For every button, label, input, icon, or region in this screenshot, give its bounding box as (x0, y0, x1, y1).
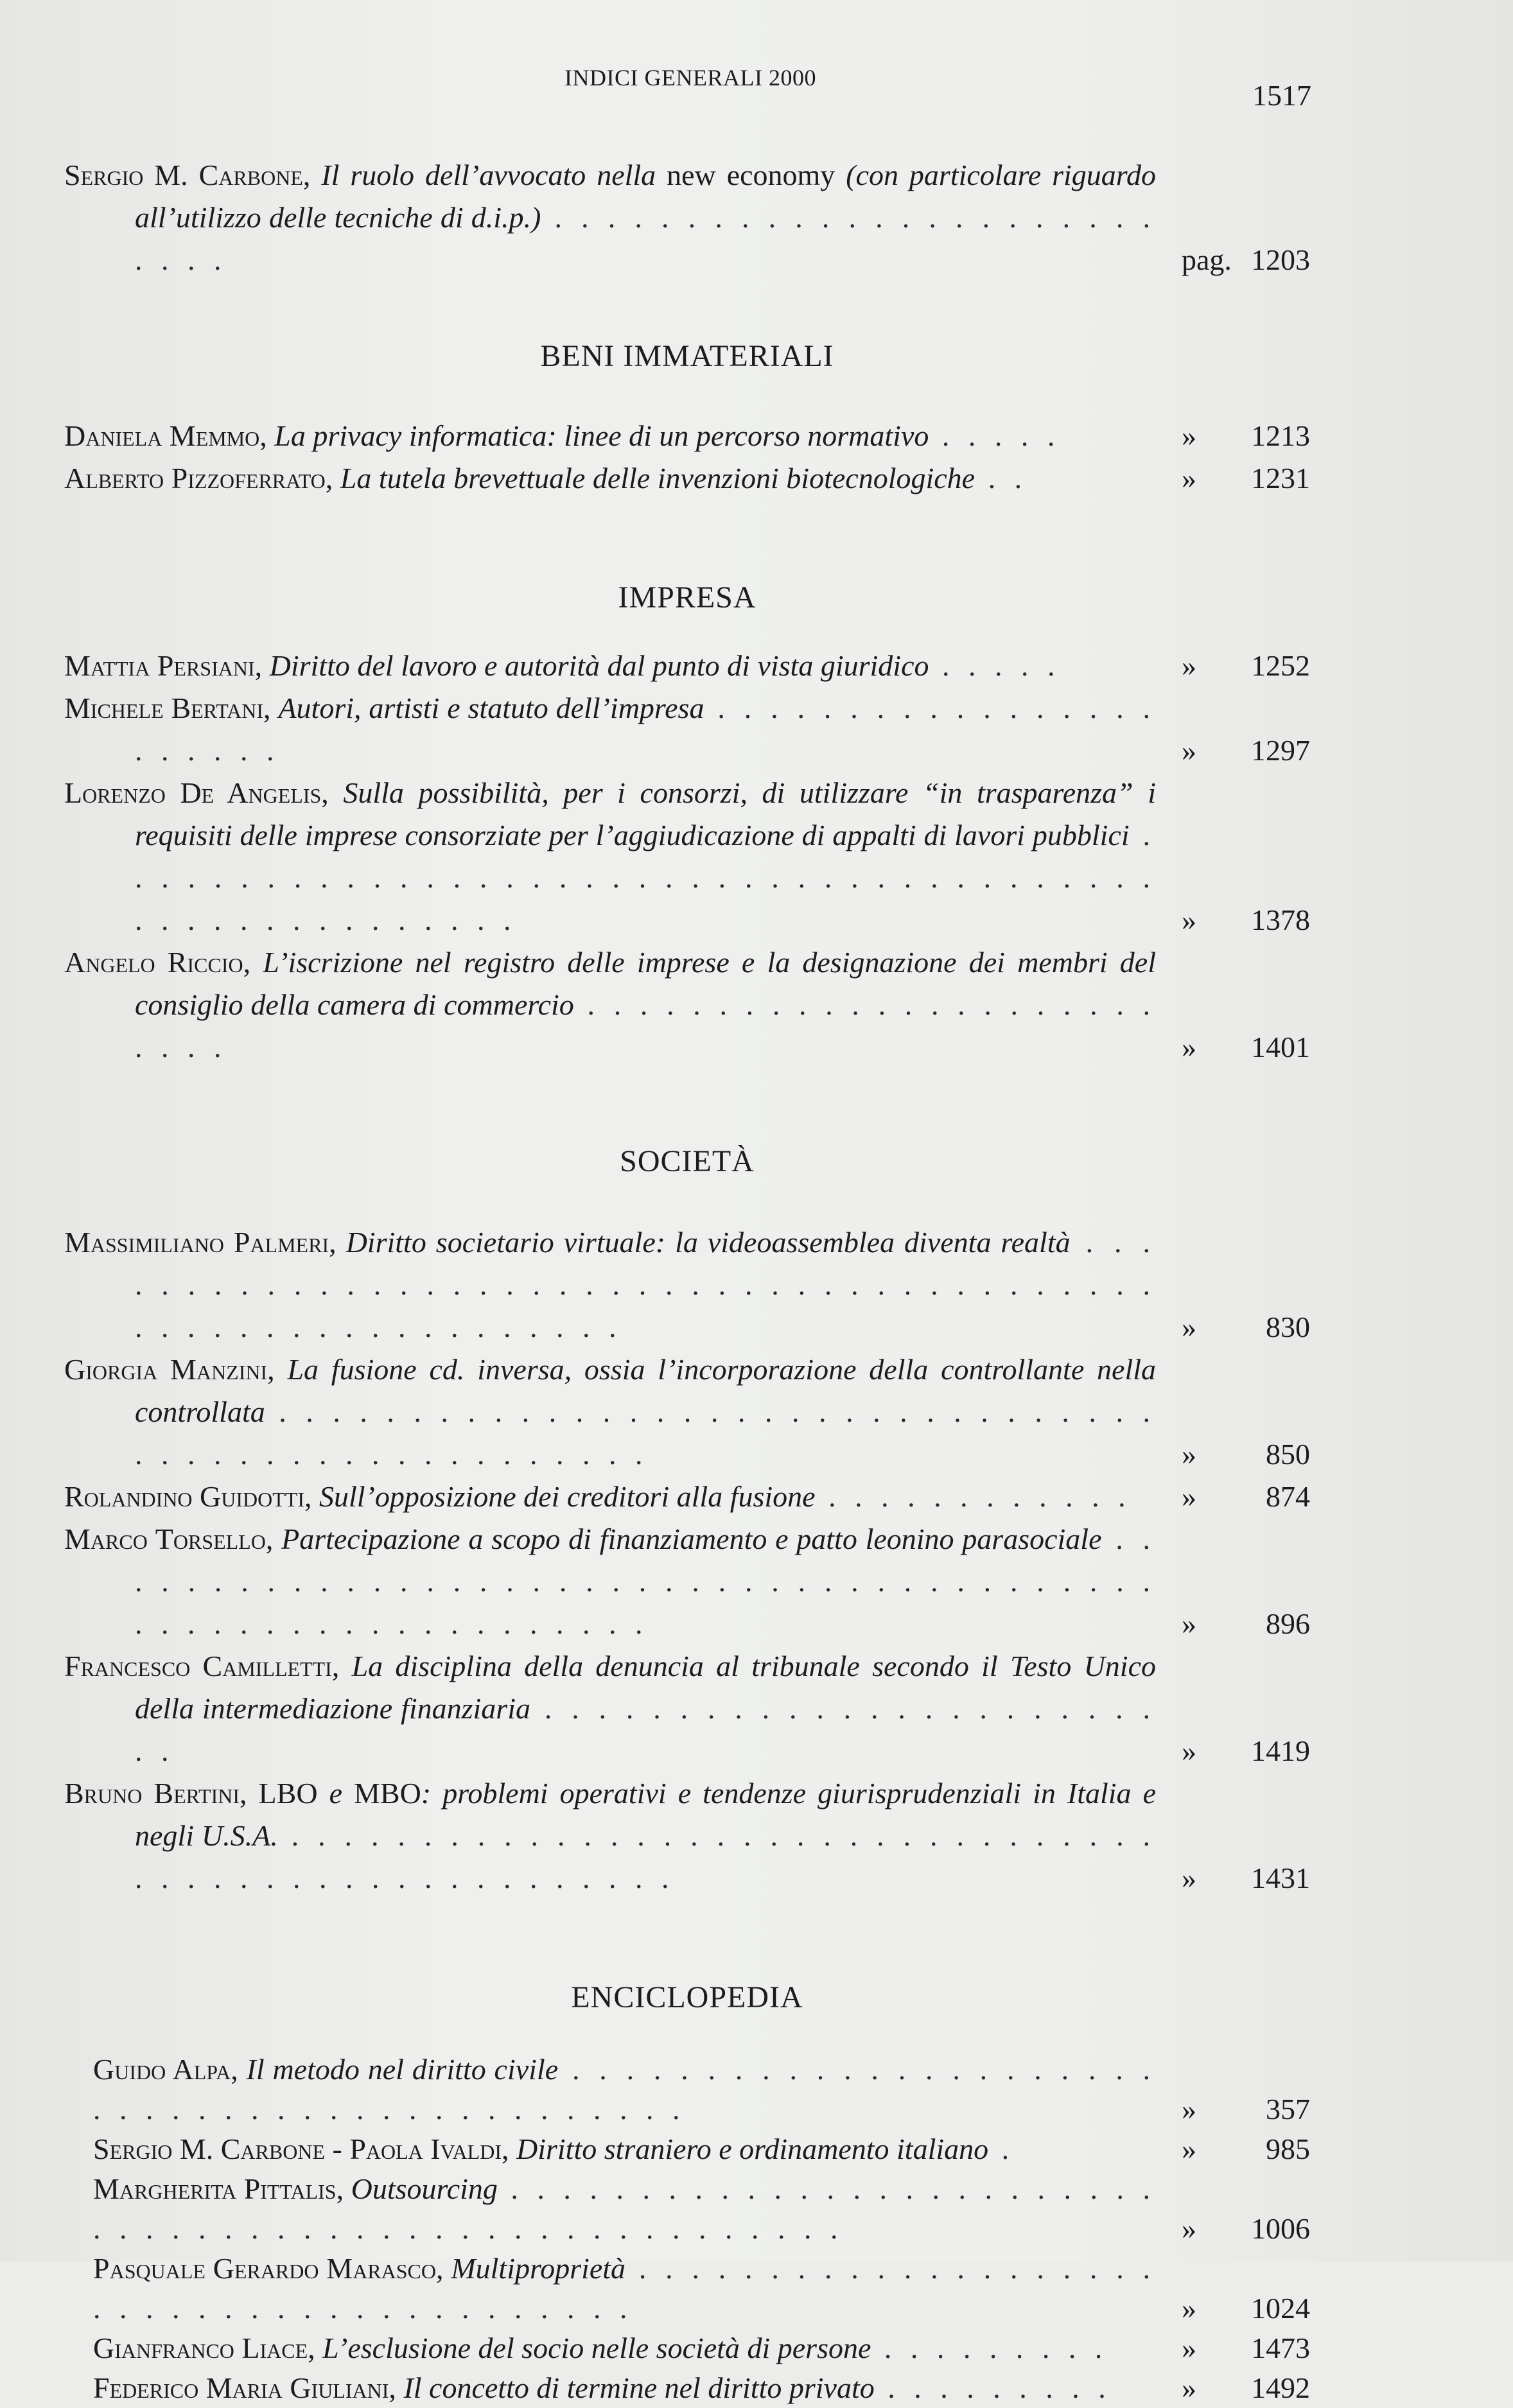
entry-title: L’iscrizione nel registro delle imprese e la designazione dei membri del consiglio della camera di commercio (135, 946, 1156, 1021)
entry-author: Bruno Bertini, (64, 1777, 247, 1810)
page-ref-number: 830 (1266, 1311, 1310, 1343)
entry-title: LBO e MBO: problemi operativi e tendenze giurisprudenziali in Italia e negli U.S.A. (135, 1777, 1156, 1852)
entry-author: Marco Torsello, (64, 1522, 274, 1555)
dot-leader: . . . . . . . . . . . . . . . . . . . . . . . . . . . . . . . . . . . . . . . . . . . . . . . . . . . . . . . (135, 819, 1156, 936)
page-marker: » (1182, 2133, 1196, 2165)
page-marker: » (1182, 1862, 1196, 1894)
page-ref-number: 1297 (1251, 734, 1310, 767)
toc-entry (64, 1772, 1310, 1899)
page-marker: » (1182, 419, 1196, 452)
page-marker: » (1182, 462, 1196, 494)
entry-page-ref (1156, 2289, 1310, 2328)
dot-leader: . . . . . . . . . . . . . . . . . . . . . . . . . . . . . . . . . . . . . . . . . . . . . . . . . . . . . (135, 1395, 1156, 1470)
page-marker: » (1182, 1031, 1196, 1063)
entry-title: Sull’opposizione dei creditori alla fusione (319, 1480, 816, 1513)
toc-entry (64, 415, 1310, 457)
entry-author: Massimiliano Palmeri, (64, 1226, 337, 1259)
toc-entry (64, 2050, 1310, 2129)
toc-entry (64, 772, 1310, 941)
entry-page-ref (1156, 1730, 1310, 1772)
entry-title: Il metodo nel diritto civile (246, 2053, 559, 2086)
entry-page-ref (1156, 1306, 1310, 1348)
entry-page-ref (1156, 415, 1310, 457)
entry-title: La fusione cd. inversa, ossia l’incorporazione della controllante nella controllata (135, 1353, 1157, 1428)
entry-title: Outsourcing (351, 2172, 498, 2205)
dot-leader: . . . . . . . . . . . . . . . . . . . . . . . . . (135, 1692, 1157, 1767)
page-ref-number: 357 (1266, 2093, 1310, 2125)
page-marker: » (1182, 1311, 1196, 1343)
entry-author: Gianfranco Liace, (93, 2332, 315, 2364)
dot-leader: . . . . . . . . . . . . . . . . . . . . . . . . . . . . . . . . . . . . . . . . . . . . . . . . . . . . . . (93, 2172, 1157, 2245)
entry-author: Lorenzo De Angelis, (64, 776, 329, 809)
dot-leader: . . . . . . . . . (871, 2332, 1108, 2364)
entry-title: La disciplina della denuncia al tribunale secondo il Testo Unico della intermediazione finanziaria (135, 1650, 1157, 1725)
toc-entry (64, 1348, 1310, 1476)
section-heading-societa: SOCIETÀ (620, 1144, 755, 1178)
page-marker: » (1182, 2093, 1196, 2125)
entry-author: Alberto Pizzoferrato, (64, 462, 333, 494)
entry-author: Sergio M. Carbone, (64, 159, 311, 191)
entry-title: La tutela brevettuale delle invenzioni biotecnologiche (340, 462, 975, 494)
entry-page-ref (1156, 457, 1310, 500)
entry-author: Rolandino Guidotti, (64, 1480, 312, 1513)
dot-leader: . . . . . (929, 419, 1061, 452)
dot-leader: . . . . . . . . . . . . . . . . . . . . . . . . . . . . . . . . . . . . . . . . . . . . . . . . . . . . . . . . . . . . . (135, 1226, 1157, 1343)
entry-title: Il concetto di termine nel diritto privato (403, 2371, 875, 2404)
toc-entry (64, 1518, 1310, 1645)
entry-author: Francesco Camilletti, (64, 1650, 340, 1682)
toc-entry (64, 2328, 1310, 2368)
entry-page-ref (1156, 899, 1310, 941)
page-marker: » (1182, 2332, 1196, 2364)
entry-title: Diritto del lavoro e autorità dal punto di vista giuridico (269, 649, 929, 682)
dot-leader: . . . . . . . . . (874, 2371, 1112, 2404)
enciclopedia-list (64, 2050, 1310, 2408)
toc-entry (64, 1221, 1310, 1348)
page-ref-number: 1213 (1251, 419, 1310, 452)
entry-title: Diritto societario virtuale: la videoassemblea diventa realtà (345, 1226, 1071, 1259)
page-ref-number: 1431 (1251, 1862, 1310, 1894)
entry-author: Giorgia Manzini, (64, 1353, 275, 1386)
page-ref-number: 874 (1266, 1480, 1310, 1513)
dot-leader: . (988, 2133, 1015, 2165)
entry-title: Multiproprietà (451, 2252, 626, 2285)
page-ref-number: 896 (1266, 1607, 1310, 1640)
entry-page-ref (1156, 2129, 1310, 2169)
section-heading-impresa: IMPRESA (618, 580, 756, 615)
toc-entry (64, 1476, 1310, 1518)
page-ref-number: 985 (1266, 2133, 1310, 2165)
entry-author: Mattia Persiani, (64, 649, 263, 682)
dot-leader: . . . . . . . . . . . . . . . . . . . . . . . . . . . (135, 201, 1157, 276)
entry-title: Partecipazione a scopo di finanziamento e patto leonino parasociale (281, 1522, 1102, 1555)
page-ref-number: 1473 (1251, 2332, 1310, 2364)
dot-leader: . . . . . . . . . . . . . . . . . . . . . . . . . . . . . . . . . . . . . . . . . . . . . (93, 2053, 1157, 2125)
toc-entry (64, 457, 1310, 500)
page-ref-number: 1231 (1251, 462, 1310, 494)
entry-author: Sergio M. Carbone - Paola Ivaldi, (93, 2133, 509, 2165)
page-marker: » (1182, 649, 1196, 682)
entry-author: Michele Bertani, (64, 692, 271, 724)
section-heading-beni-immateriali: BENI IMMATERIALI (540, 339, 834, 373)
entry-page-ref (1156, 1857, 1310, 1899)
dot-leader: . . . . . . . . . . . . . . . . . . . . . . . (135, 692, 1157, 767)
entry-title: Diritto straniero e ordinamento italiano (516, 2133, 989, 2165)
dot-leader: . . . . . . . . . . . . . . . . . . . . . . . . . . . . . . . . . . . . . . . . . . . . . . . . . . . . . . (135, 1819, 1157, 1894)
entry-page-ref (1156, 2368, 1310, 2408)
page-marker: » (1182, 1438, 1196, 1470)
entry-author: Guido Alpa, (93, 2053, 238, 2086)
page-ref-number: 1401 (1251, 1031, 1310, 1063)
toc-entry (64, 154, 1310, 281)
entry-page-ref (1156, 1433, 1310, 1476)
page-ref-number: 1024 (1251, 2292, 1310, 2325)
page-marker: » (1182, 903, 1196, 936)
entry-author: Daniela Memmo, (64, 419, 267, 452)
section-heading-enciclopedia: ENCICLOPEDIA (571, 1980, 803, 2014)
entry-title: Il ruolo dell’avvocato nella new economy (con particolare riguardo all’utilizzo delle tecniche di d.i.p.) (135, 159, 1156, 234)
page-ref-number: 1378 (1251, 903, 1310, 936)
entry-author: Pasquale Gerardo Marasco, (93, 2252, 444, 2285)
page-marker: » (1182, 2292, 1196, 2325)
page-ref-number: 1419 (1251, 1734, 1310, 1767)
dot-leader: . . . . . . . . . . . . . . . . . . . . . . . . . . (135, 988, 1157, 1063)
dot-leader: . . . . . . . . . . . . (815, 1480, 1132, 1513)
dot-leader: . . . . . . . . . . . . . . . . . . . . . . . . . . . . . . . . . . . . . . . . . (93, 2252, 1157, 2325)
page-ref-number: 1252 (1251, 649, 1310, 682)
dot-leader: . . . . . . . . . . . . . . . . . . . . . . . . . . . . . . . . . . . . . . . . . . . . . . . . . . . . . . . . . . . . . (135, 1522, 1157, 1640)
entry-title: L’esclusione del socio nelle società di persone (322, 2332, 871, 2364)
entry-title: Autori, artisti e statuto dell’impresa (278, 692, 704, 724)
entry-page-ref (1156, 729, 1310, 772)
toc-entry (64, 941, 1310, 1069)
entry-author: Federico Maria Giuliani, (93, 2371, 396, 2404)
page-marker: » (1182, 1480, 1196, 1513)
entry-page-ref (1156, 2209, 1310, 2249)
entry-page-ref (1156, 1026, 1310, 1069)
page-marker: » (1182, 2371, 1196, 2404)
page-number: 1517 (1252, 79, 1311, 112)
toc-entry (64, 2368, 1310, 2408)
entry-page-ref (1156, 239, 1310, 281)
entry-page-ref (1156, 2090, 1310, 2129)
toc-entry (64, 645, 1310, 687)
entry-page-ref (1156, 1476, 1310, 1518)
page-ref-number: 1492 (1251, 2371, 1310, 2404)
dot-leader: . . . . . (929, 649, 1061, 682)
page-ref-number: 1203 (1251, 243, 1310, 276)
entry-title: La privacy informatica: linee di un percorso normativo (274, 419, 929, 452)
dot-leader: . . (975, 462, 1028, 494)
toc-entry (64, 2129, 1310, 2169)
entry-author: Angelo Riccio, (64, 946, 251, 979)
page-marker: » (1182, 1734, 1196, 1767)
page-marker: pag. (1182, 243, 1232, 276)
page-ref-number: 850 (1266, 1438, 1310, 1470)
toc-entry (64, 687, 1310, 772)
toc-entry (64, 2249, 1310, 2328)
entry-page-ref (1156, 2328, 1310, 2368)
running-head: INDICI GENERALI 2000 (564, 65, 816, 91)
toc-entry (64, 2169, 1310, 2249)
table-of-contents (64, 154, 1310, 2408)
page-marker: » (1182, 734, 1196, 767)
entry-author: Margherita Pittalis, (93, 2172, 344, 2205)
page-ref-number: 1006 (1251, 2212, 1310, 2245)
entry-page-ref (1156, 1603, 1310, 1645)
entry-page-ref (1156, 645, 1310, 687)
toc-entry (64, 1645, 1310, 1772)
entry-title: Sulla possibilità, per i consorzi, di utilizzare “in trasparenza” i requisiti delle imprese consorziate per l’aggiudicazione di appalti di lavori pubblici (135, 776, 1157, 851)
page-marker: » (1182, 2212, 1196, 2245)
page-marker: » (1182, 1607, 1196, 1640)
